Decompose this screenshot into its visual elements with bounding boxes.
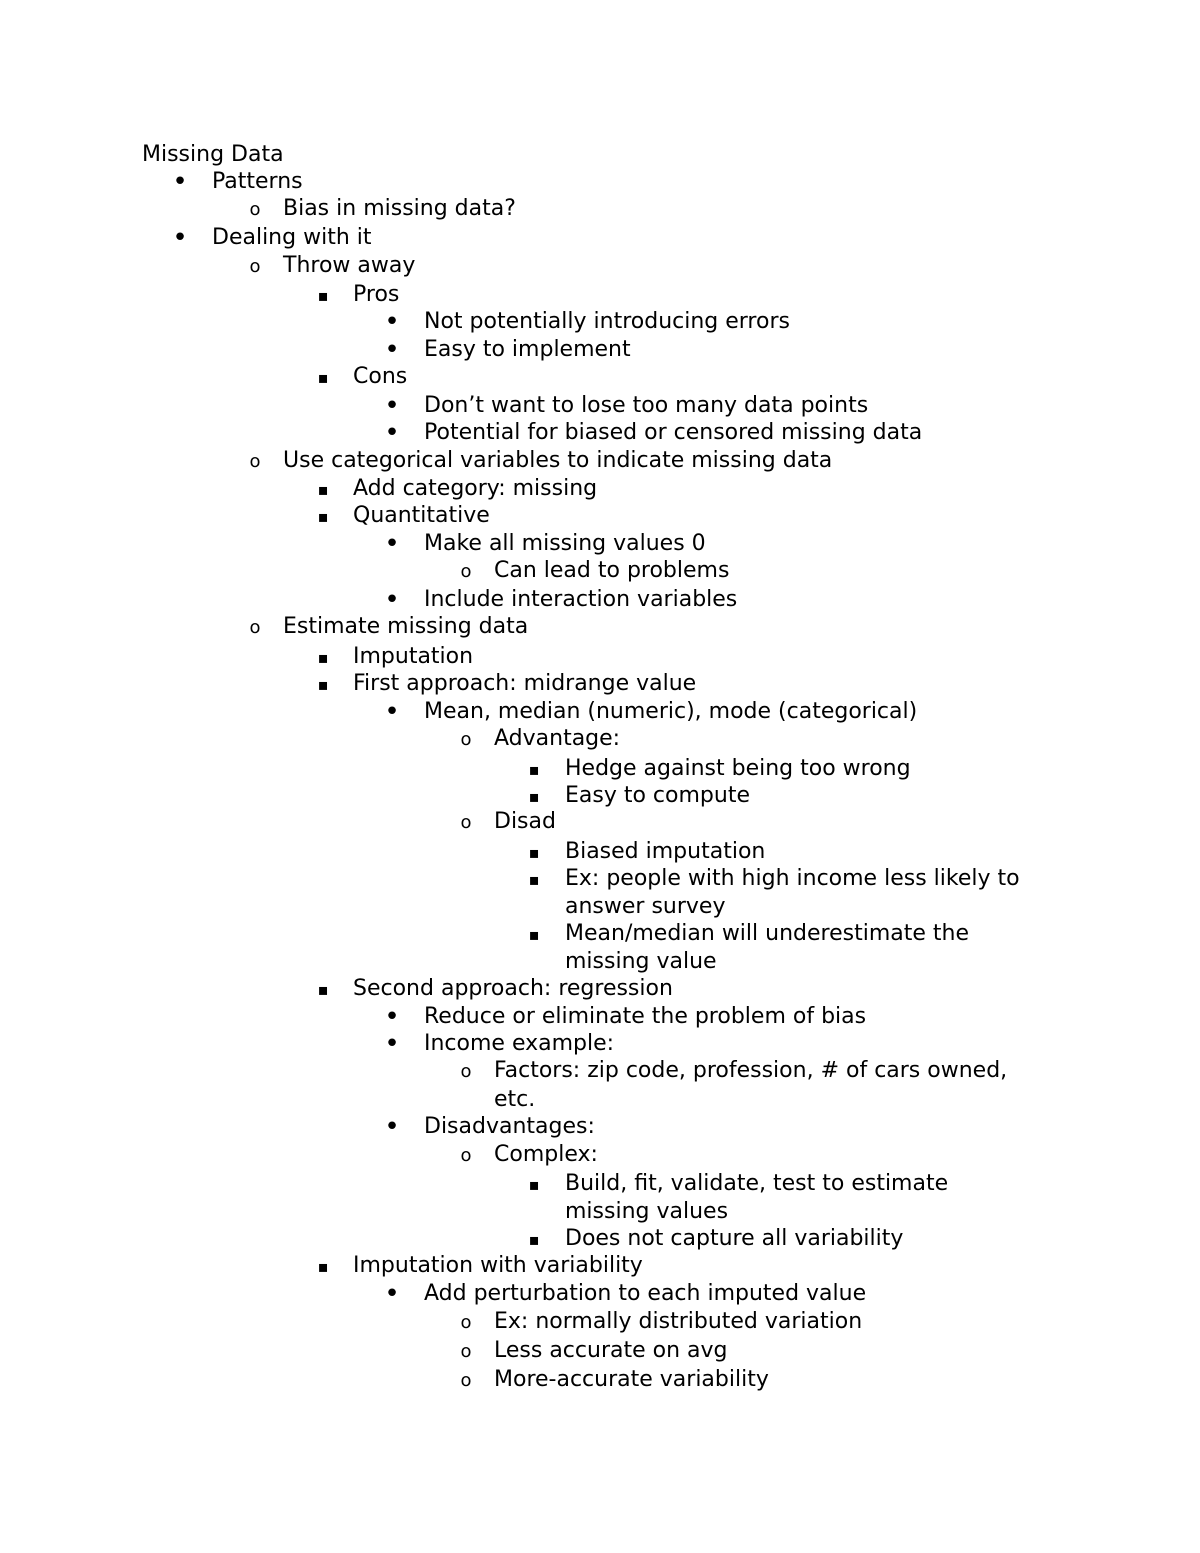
list-item: Mean/median will underestimate the (565, 921, 969, 946)
bullet-marker-icon (313, 1252, 333, 1281)
list-item: Not potentially introducing errors (424, 309, 790, 334)
bullet-marker-icon (456, 1366, 476, 1395)
list-item-continuation: missing values (565, 1199, 729, 1224)
bullet-marker-icon (382, 336, 402, 366)
bullet-marker-icon (245, 252, 265, 281)
bullet-marker-icon (382, 698, 402, 728)
list-item: More-accurate variability (494, 1367, 769, 1392)
bullet-marker-icon (245, 613, 265, 642)
list-item: Mean, median (numeric), mode (categorical) (424, 699, 918, 724)
list-item: Disad (494, 809, 556, 834)
bullet-marker-icon (382, 1280, 402, 1310)
list-item: Throw away (283, 253, 416, 278)
list-item: Complex: (494, 1142, 598, 1167)
list-item: Add category: missing (353, 476, 598, 501)
bullet-marker-icon (456, 557, 476, 586)
bullet-marker-icon (313, 670, 333, 699)
list-item: Biased imputation (565, 839, 766, 864)
list-item: Make all missing values 0 (424, 531, 706, 556)
bullet-marker-icon (382, 1113, 402, 1143)
list-item: Potential for biased or censored missing data (424, 420, 923, 445)
bullet-marker-icon (524, 1225, 544, 1254)
list-item: Advantage: (494, 726, 621, 751)
bullet-marker-icon (382, 1030, 402, 1060)
bullet-marker-icon (524, 755, 544, 784)
list-item: Income example: (424, 1031, 615, 1056)
list-item: Imputation (353, 644, 474, 669)
bullet-marker-icon (382, 586, 402, 616)
bullet-marker-icon (313, 475, 333, 504)
list-item-continuation: etc. (494, 1087, 536, 1112)
list-item: Build, fit, validate, test to estimate (565, 1171, 949, 1196)
bullet-marker-icon (170, 224, 190, 254)
bullet-marker-icon (313, 975, 333, 1004)
list-item-continuation: missing value (565, 949, 717, 974)
list-item: Ex: normally distributed variation (494, 1309, 863, 1334)
bullet-marker-icon (170, 168, 190, 198)
list-item: Include interaction variables (424, 587, 738, 612)
list-item: Add perturbation to each imputed value (424, 1281, 867, 1306)
list-item: Second approach: regression (353, 976, 673, 1001)
list-item: Reduce or eliminate the problem of bias (424, 1004, 867, 1029)
bullet-marker-icon (313, 281, 333, 310)
bullet-marker-icon (456, 725, 476, 754)
bullet-marker-icon (456, 1308, 476, 1337)
list-item: Patterns (212, 169, 303, 194)
list-item: Bias in missing data? (283, 196, 516, 221)
list-item: Easy to implement (424, 337, 631, 362)
list-item: Pros (353, 282, 400, 307)
bullet-marker-icon (382, 419, 402, 449)
list-item: Can lead to problems (494, 558, 730, 583)
bullet-marker-icon (456, 1141, 476, 1170)
bullet-marker-icon (524, 782, 544, 811)
bullet-marker-icon (456, 808, 476, 837)
bullet-marker-icon (245, 195, 265, 224)
list-item: Ex: people with high income less likely to (565, 866, 1020, 891)
list-item: Don’t want to lose too many data points (424, 393, 869, 418)
list-item-continuation: answer survey (565, 894, 726, 919)
bullet-marker-icon (456, 1057, 476, 1086)
bullet-marker-icon (456, 1337, 476, 1366)
bullet-marker-icon (245, 447, 265, 476)
list-item: Estimate missing data (283, 614, 529, 639)
list-item: First approach: midrange value (353, 671, 697, 696)
list-item: Easy to compute (565, 783, 750, 808)
list-item: Use categorical variables to indicate missing data (283, 448, 833, 473)
bullet-marker-icon (313, 363, 333, 392)
bullet-marker-icon (313, 643, 333, 672)
bullet-marker-icon (382, 530, 402, 560)
bullet-marker-icon (524, 838, 544, 867)
list-item: Does not capture all variability (565, 1226, 904, 1251)
bullet-marker-icon (382, 308, 402, 338)
list-item: Quantitative (353, 503, 490, 528)
bullet-marker-icon (524, 1170, 544, 1199)
list-item: Less accurate on avg (494, 1338, 728, 1363)
list-item: Hedge against being too wrong (565, 756, 911, 781)
document-title: Missing Data (142, 142, 284, 167)
list-item: Cons (353, 364, 408, 389)
list-item: Imputation with variability (353, 1253, 643, 1278)
list-item: Disadvantages: (424, 1114, 595, 1139)
bullet-marker-icon (313, 502, 333, 531)
bullet-marker-icon (524, 865, 544, 894)
list-item: Factors: zip code, profession, # of cars owned, (494, 1058, 1008, 1083)
list-item: Dealing with it (212, 225, 372, 250)
bullet-marker-icon (524, 920, 544, 949)
